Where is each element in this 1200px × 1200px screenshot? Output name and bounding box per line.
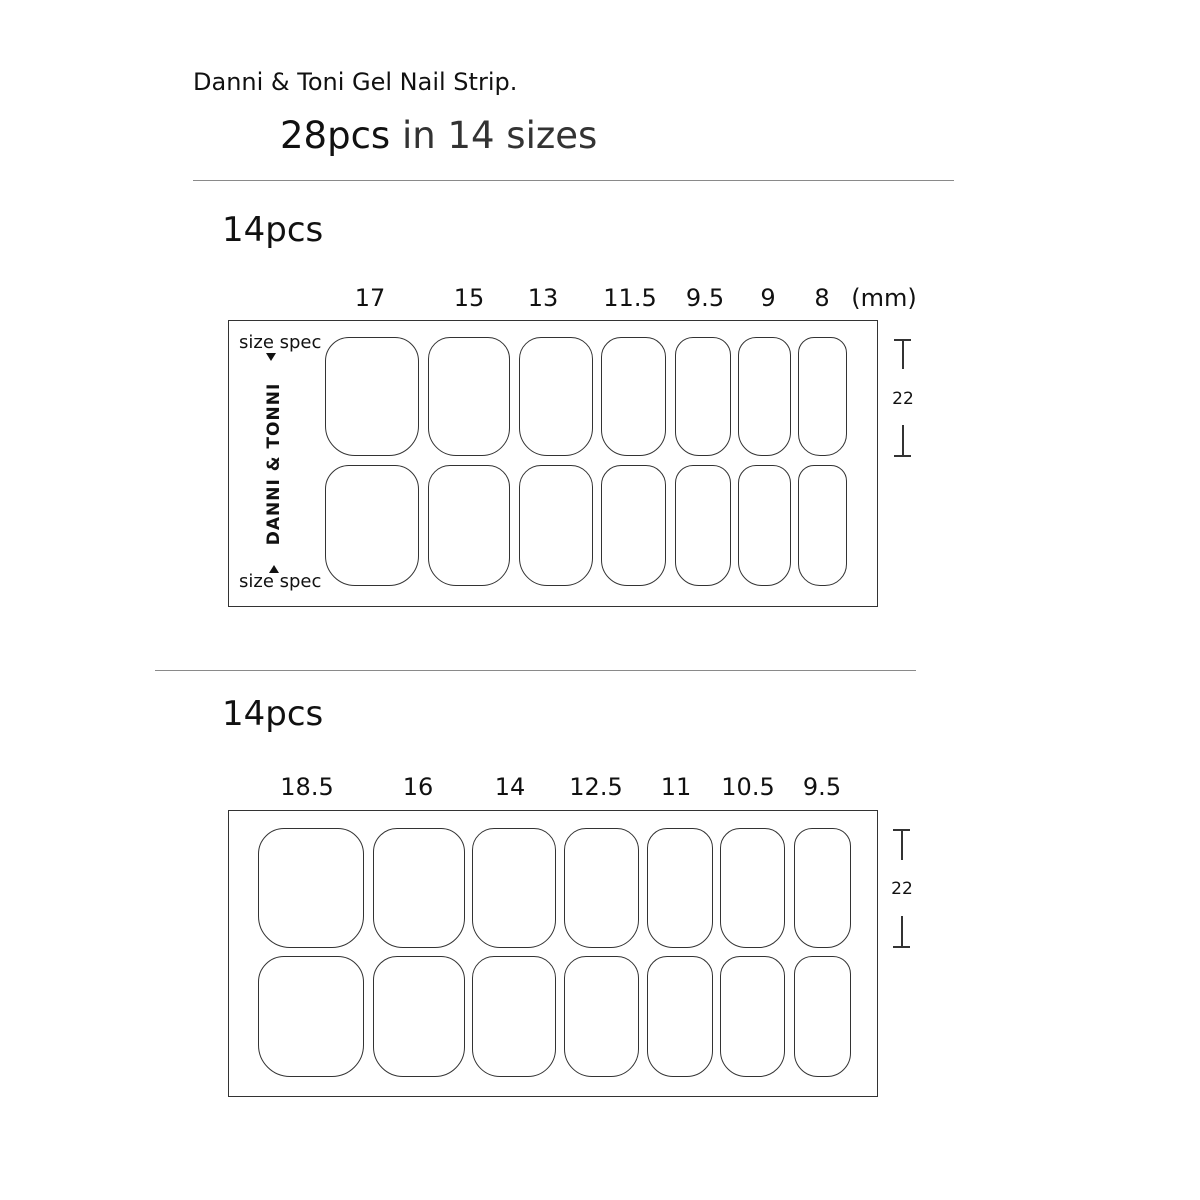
- size-label: 18.5: [280, 773, 334, 801]
- dimension-cap: [893, 946, 910, 948]
- size-label: 15: [453, 284, 485, 312]
- nail-shape: [601, 337, 666, 456]
- total-count: 28pcs: [280, 114, 391, 157]
- nail-shape: [798, 337, 847, 456]
- nail-shape: [794, 828, 851, 948]
- size-label: 9.5: [802, 773, 842, 801]
- nail-shape: [794, 956, 851, 1077]
- dimension-line: [901, 829, 903, 860]
- nail-shape: [373, 956, 465, 1077]
- nail-shape: [564, 828, 639, 948]
- nail-shape: [325, 465, 419, 586]
- size-label: 17: [354, 284, 386, 312]
- size-label: 13: [527, 284, 559, 312]
- arrow-down-icon: [266, 353, 276, 361]
- section-2-title: 14pcs: [222, 694, 324, 734]
- nail-shape: [798, 465, 847, 586]
- size-spec-bottom-label: size spec: [239, 571, 322, 592]
- nail-shape: [519, 465, 593, 586]
- nail-shape: [472, 956, 556, 1077]
- nail-shape: [428, 337, 510, 456]
- top-divider: [193, 180, 954, 181]
- nail-shape: [601, 465, 666, 586]
- nail-shape: [564, 956, 639, 1077]
- nail-shape: [519, 337, 593, 456]
- nail-shape: [373, 828, 465, 948]
- size-label: 11: [660, 773, 692, 801]
- size-count-text: in 14 sizes: [401, 114, 598, 157]
- unit-label: (mm): [851, 284, 917, 312]
- nail-shape: [258, 956, 364, 1077]
- nail-shape: [720, 956, 785, 1077]
- dimension-line: [901, 916, 903, 947]
- size-label: 10.5: [721, 773, 775, 801]
- size-label: 8: [814, 284, 830, 312]
- size-label: 12.5: [569, 773, 623, 801]
- page-title: Danni & Toni Gel Nail Strip.: [193, 68, 518, 96]
- nail-shape: [428, 465, 510, 586]
- size-label: 16: [402, 773, 434, 801]
- dimension-line: [902, 339, 904, 369]
- nail-shape: [675, 465, 731, 586]
- nail-shape: [738, 465, 791, 586]
- section-1-title: 14pcs: [222, 210, 324, 250]
- brand-label: DANNI & TONNI: [264, 382, 284, 546]
- nail-shape: [675, 337, 731, 456]
- size-label: 14: [494, 773, 526, 801]
- nail-shape: [325, 337, 419, 456]
- page-subtitle: [280, 114, 597, 157]
- size-label: 9.5: [685, 284, 725, 312]
- dimension-cap: [894, 455, 911, 457]
- nail-shape: [738, 337, 791, 456]
- dimension-line: [902, 425, 904, 456]
- height-label: 22: [891, 879, 913, 899]
- height-label: 22: [892, 389, 914, 409]
- middle-divider: [155, 670, 916, 671]
- nail-shape: [472, 828, 556, 948]
- nail-shape: [647, 828, 713, 948]
- size-label: 11.5: [603, 284, 657, 312]
- nail-shape: [647, 956, 713, 1077]
- nail-shape: [720, 828, 785, 948]
- nail-shape: [258, 828, 364, 948]
- size-label: 9: [760, 284, 776, 312]
- size-spec-top-label: size spec: [239, 332, 322, 353]
